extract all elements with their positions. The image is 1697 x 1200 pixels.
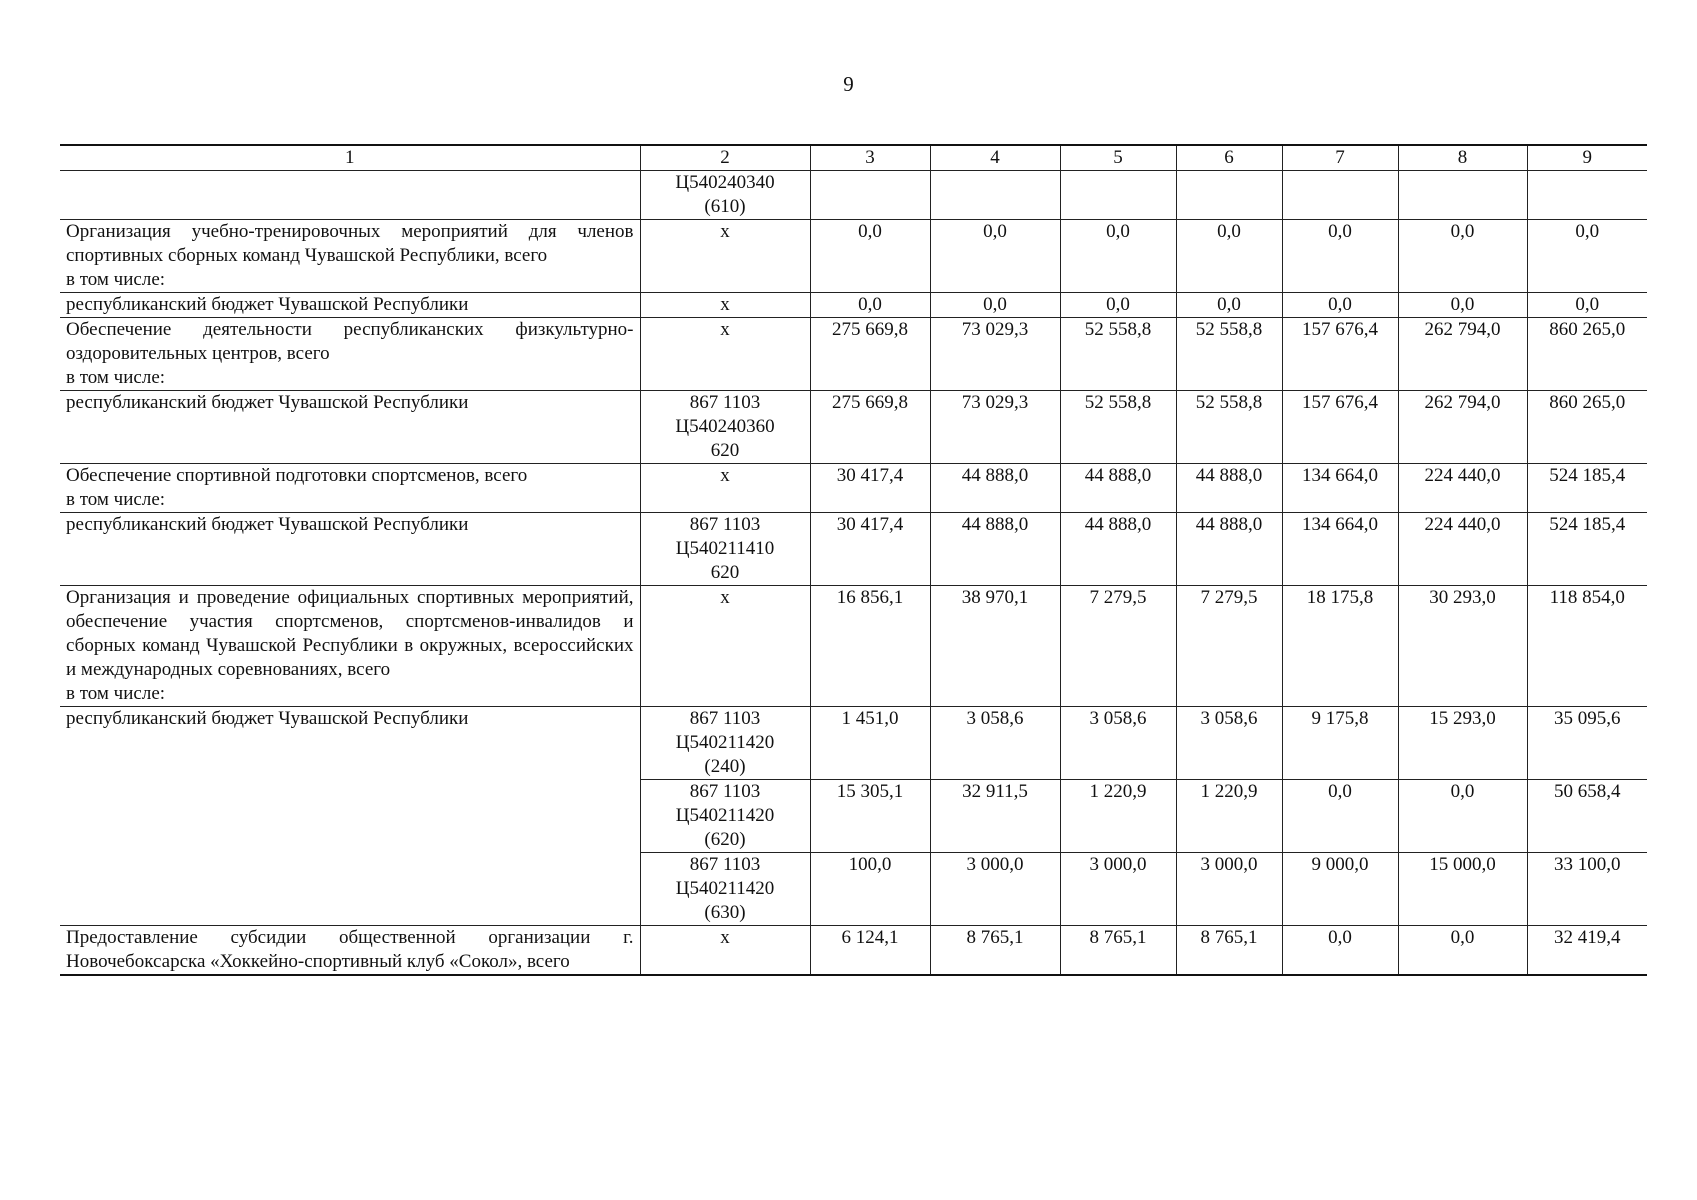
value-cell: 3 000,0 bbox=[930, 853, 1060, 926]
budget-code-line: 867 1103 bbox=[689, 392, 761, 413]
row-name-cell bbox=[60, 464, 640, 513]
value-cell: 0,0 bbox=[1060, 220, 1176, 293]
header-row bbox=[60, 145, 1647, 171]
value-cell: 0,0 bbox=[810, 293, 930, 318]
value-cell: 860 265,0 bbox=[1527, 318, 1647, 391]
budget-code-cell bbox=[640, 171, 810, 220]
row-name-cell bbox=[60, 318, 640, 391]
row-name-cell bbox=[60, 171, 640, 220]
budget-code-line: х bbox=[720, 927, 730, 948]
budget-code-line: (610) bbox=[704, 196, 746, 217]
value-cell: 524 185,4 bbox=[1527, 513, 1647, 586]
value-cell: 262 794,0 bbox=[1398, 318, 1527, 391]
table-row bbox=[60, 464, 1647, 513]
value-cell: 224 440,0 bbox=[1398, 513, 1527, 586]
column-number-cell: 5 bbox=[1060, 145, 1176, 171]
value-cell: 224 440,0 bbox=[1398, 464, 1527, 513]
value-cell: 3 058,6 bbox=[1176, 707, 1282, 780]
value-cell bbox=[1282, 171, 1398, 220]
budget-code-cell bbox=[640, 391, 810, 464]
value-cell: 0,0 bbox=[1060, 293, 1176, 318]
value-cell: 30 293,0 bbox=[1398, 586, 1527, 707]
table-row bbox=[60, 513, 1647, 586]
column-number-cell: 1 bbox=[60, 145, 640, 171]
value-cell: 44 888,0 bbox=[930, 464, 1060, 513]
value-cell: 262 794,0 bbox=[1398, 391, 1527, 464]
table-row bbox=[60, 586, 1647, 707]
column-number-cell: 6 bbox=[1176, 145, 1282, 171]
value-cell: 18 175,8 bbox=[1282, 586, 1398, 707]
value-cell: 52 558,8 bbox=[1176, 391, 1282, 464]
value-cell: 16 856,1 bbox=[810, 586, 930, 707]
row-name-line: республиканский бюджет Чувашской Республики bbox=[66, 392, 469, 413]
column-number-cell: 2 bbox=[640, 145, 810, 171]
value-cell: 134 664,0 bbox=[1282, 513, 1398, 586]
value-cell: 275 669,8 bbox=[810, 318, 930, 391]
value-cell: 0,0 bbox=[810, 220, 930, 293]
value-cell bbox=[1060, 171, 1176, 220]
value-cell: 44 888,0 bbox=[1060, 513, 1176, 586]
value-cell: 0,0 bbox=[1398, 220, 1527, 293]
row-name-line: Организация учебно-тренировочных мероприятий для членов спортивных сборных команд Чувашской Республики, всего bbox=[66, 221, 634, 266]
row-name-line: Обеспечение деятельности республиканских физкультурно-оздоровительных центров, всего bbox=[66, 319, 634, 364]
value-cell: 35 095,6 bbox=[1527, 707, 1647, 780]
row-name-line: Предоставление субсидии общественной организации г. Новочебоксарска «Хоккейно-спортивный клуб «Сокол», всего bbox=[66, 927, 634, 972]
budget-table bbox=[60, 144, 1647, 976]
budget-code-cell bbox=[640, 293, 810, 318]
row-name-line: в том числе: bbox=[66, 269, 166, 290]
budget-code-line: 620 bbox=[710, 440, 740, 461]
value-cell: 3 058,6 bbox=[930, 707, 1060, 780]
value-cell: 1 220,9 bbox=[1176, 780, 1282, 853]
value-cell: 524 185,4 bbox=[1527, 464, 1647, 513]
budget-code-line: х bbox=[720, 319, 730, 340]
value-cell: 100,0 bbox=[810, 853, 930, 926]
value-cell: 0,0 bbox=[1282, 780, 1398, 853]
value-cell: 44 888,0 bbox=[1060, 464, 1176, 513]
row-name-cell bbox=[60, 293, 640, 318]
budget-code-line: Ц540240340 bbox=[675, 172, 775, 193]
budget-code-line: 867 1103 bbox=[689, 514, 761, 535]
value-cell: 0,0 bbox=[1282, 293, 1398, 318]
value-cell: 52 558,8 bbox=[1060, 318, 1176, 391]
budget-code-line: Ц540211420 bbox=[675, 732, 775, 753]
budget-code-line: х bbox=[720, 221, 730, 242]
row-name-cell bbox=[60, 926, 640, 976]
value-cell: 1 220,9 bbox=[1060, 780, 1176, 853]
budget-code-cell bbox=[640, 853, 810, 926]
budget-code-line: 867 1103 bbox=[689, 708, 761, 729]
value-cell bbox=[1398, 171, 1527, 220]
row-name-cell: республиканский бюджет Чувашской Республики bbox=[60, 707, 640, 926]
value-cell: 0,0 bbox=[1176, 293, 1282, 318]
value-cell: 8 765,1 bbox=[1176, 926, 1282, 976]
row-name-cell bbox=[60, 586, 640, 707]
table-row bbox=[60, 293, 1647, 318]
budget-code-line: Ц540211410 bbox=[675, 538, 775, 559]
budget-code-line: (630) bbox=[704, 902, 746, 923]
value-cell: 44 888,0 bbox=[1176, 464, 1282, 513]
value-cell: 30 417,4 bbox=[810, 464, 930, 513]
budget-code-cell bbox=[640, 513, 810, 586]
row-name-cell bbox=[60, 391, 640, 464]
value-cell bbox=[1176, 171, 1282, 220]
value-cell: 0,0 bbox=[930, 293, 1060, 318]
budget-code-line: Ц540211420 bbox=[675, 805, 775, 826]
value-cell: 73 029,3 bbox=[930, 391, 1060, 464]
budget-code-cell bbox=[640, 318, 810, 391]
budget-code-line: 867 1103 bbox=[689, 854, 761, 875]
table-row bbox=[60, 220, 1647, 293]
value-cell: 275 669,8 bbox=[810, 391, 930, 464]
value-cell: 0,0 bbox=[1527, 220, 1647, 293]
budget-code-line: х bbox=[720, 465, 730, 486]
row-name-line: в том числе: bbox=[66, 367, 166, 388]
budget-code-line: х bbox=[720, 294, 730, 315]
table-row bbox=[60, 926, 1647, 976]
budget-code-line: Ц540240360 bbox=[675, 416, 775, 437]
row-name-cell bbox=[60, 220, 640, 293]
table-row bbox=[60, 171, 1647, 220]
value-cell bbox=[810, 171, 930, 220]
value-cell: 15 305,1 bbox=[810, 780, 930, 853]
value-cell: 52 558,8 bbox=[1176, 318, 1282, 391]
value-cell: 7 279,5 bbox=[1060, 586, 1176, 707]
row-name-line: Обеспечение спортивной подготовки спортсменов, всего bbox=[66, 465, 528, 486]
row-name-line: в том числе: bbox=[66, 489, 166, 510]
value-cell: 50 658,4 bbox=[1527, 780, 1647, 853]
row-name-line: Организация и проведение официальных спортивных мероприятий, обеспечение участия спортсменов, спортсменов-инвалидов и сборных команд Чувашской Республики в окружных, всероссийских и международных соревнованиях, всего bbox=[66, 587, 634, 680]
value-cell: 8 765,1 bbox=[930, 926, 1060, 976]
value-cell: 0,0 bbox=[1176, 220, 1282, 293]
value-cell: 73 029,3 bbox=[930, 318, 1060, 391]
column-number-cell: 4 bbox=[930, 145, 1060, 171]
value-cell: 0,0 bbox=[1398, 780, 1527, 853]
budget-code-line: 867 1103 bbox=[689, 781, 761, 802]
value-cell bbox=[930, 171, 1060, 220]
value-cell: 52 558,8 bbox=[1060, 391, 1176, 464]
value-cell: 38 970,1 bbox=[930, 586, 1060, 707]
table-row bbox=[60, 707, 1647, 780]
value-cell: 0,0 bbox=[1282, 926, 1398, 976]
row-name-line: в том числе: bbox=[66, 683, 166, 704]
value-cell: 15 293,0 bbox=[1398, 707, 1527, 780]
value-cell: 0,0 bbox=[1398, 926, 1527, 976]
value-cell: 157 676,4 bbox=[1282, 391, 1398, 464]
value-cell: 9 175,8 bbox=[1282, 707, 1398, 780]
page-number: 9 bbox=[843, 72, 854, 96]
value-cell: 7 279,5 bbox=[1176, 586, 1282, 707]
table-row bbox=[60, 391, 1647, 464]
value-cell bbox=[1527, 171, 1647, 220]
value-cell: 32 419,4 bbox=[1527, 926, 1647, 976]
budget-code-line: х bbox=[720, 587, 730, 608]
table-row bbox=[60, 318, 1647, 391]
budget-code-cell bbox=[640, 220, 810, 293]
value-cell: 118 854,0 bbox=[1527, 586, 1647, 707]
value-cell: 33 100,0 bbox=[1527, 853, 1647, 926]
value-cell: 157 676,4 bbox=[1282, 318, 1398, 391]
budget-code-line: (620) bbox=[704, 829, 746, 850]
row-name-line: республиканский бюджет Чувашской Республики bbox=[66, 514, 469, 535]
value-cell: 3 000,0 bbox=[1060, 853, 1176, 926]
column-number-cell: 9 bbox=[1527, 145, 1647, 171]
value-cell: 6 124,1 bbox=[810, 926, 930, 976]
budget-code-cell bbox=[640, 464, 810, 513]
value-cell: 860 265,0 bbox=[1527, 391, 1647, 464]
value-cell: 0,0 bbox=[930, 220, 1060, 293]
value-cell: 8 765,1 bbox=[1060, 926, 1176, 976]
column-number-cell: 7 bbox=[1282, 145, 1398, 171]
value-cell: 30 417,4 bbox=[810, 513, 930, 586]
budget-code-line: (240) bbox=[704, 756, 746, 777]
budget-code-cell bbox=[640, 586, 810, 707]
value-cell: 0,0 bbox=[1527, 293, 1647, 318]
value-cell: 0,0 bbox=[1282, 220, 1398, 293]
budget-code-line: 620 bbox=[710, 562, 740, 583]
row-name-cell bbox=[60, 513, 640, 586]
budget-code-cell bbox=[640, 926, 810, 976]
value-cell: 0,0 bbox=[1398, 293, 1527, 318]
value-cell: 44 888,0 bbox=[930, 513, 1060, 586]
column-number-cell: 8 bbox=[1398, 145, 1527, 171]
value-cell: 1 451,0 bbox=[810, 707, 930, 780]
value-cell: 32 911,5 bbox=[930, 780, 1060, 853]
column-number-cell: 3 bbox=[810, 145, 930, 171]
value-cell: 3 058,6 bbox=[1060, 707, 1176, 780]
row-name-line: республиканский бюджет Чувашской Республики bbox=[66, 294, 469, 315]
value-cell: 44 888,0 bbox=[1176, 513, 1282, 586]
budget-code-line: Ц540211420 bbox=[675, 878, 775, 899]
value-cell: 3 000,0 bbox=[1176, 853, 1282, 926]
value-cell: 15 000,0 bbox=[1398, 853, 1527, 926]
value-cell: 134 664,0 bbox=[1282, 464, 1398, 513]
value-cell: 9 000,0 bbox=[1282, 853, 1398, 926]
budget-code-cell bbox=[640, 707, 810, 780]
budget-code-cell bbox=[640, 780, 810, 853]
